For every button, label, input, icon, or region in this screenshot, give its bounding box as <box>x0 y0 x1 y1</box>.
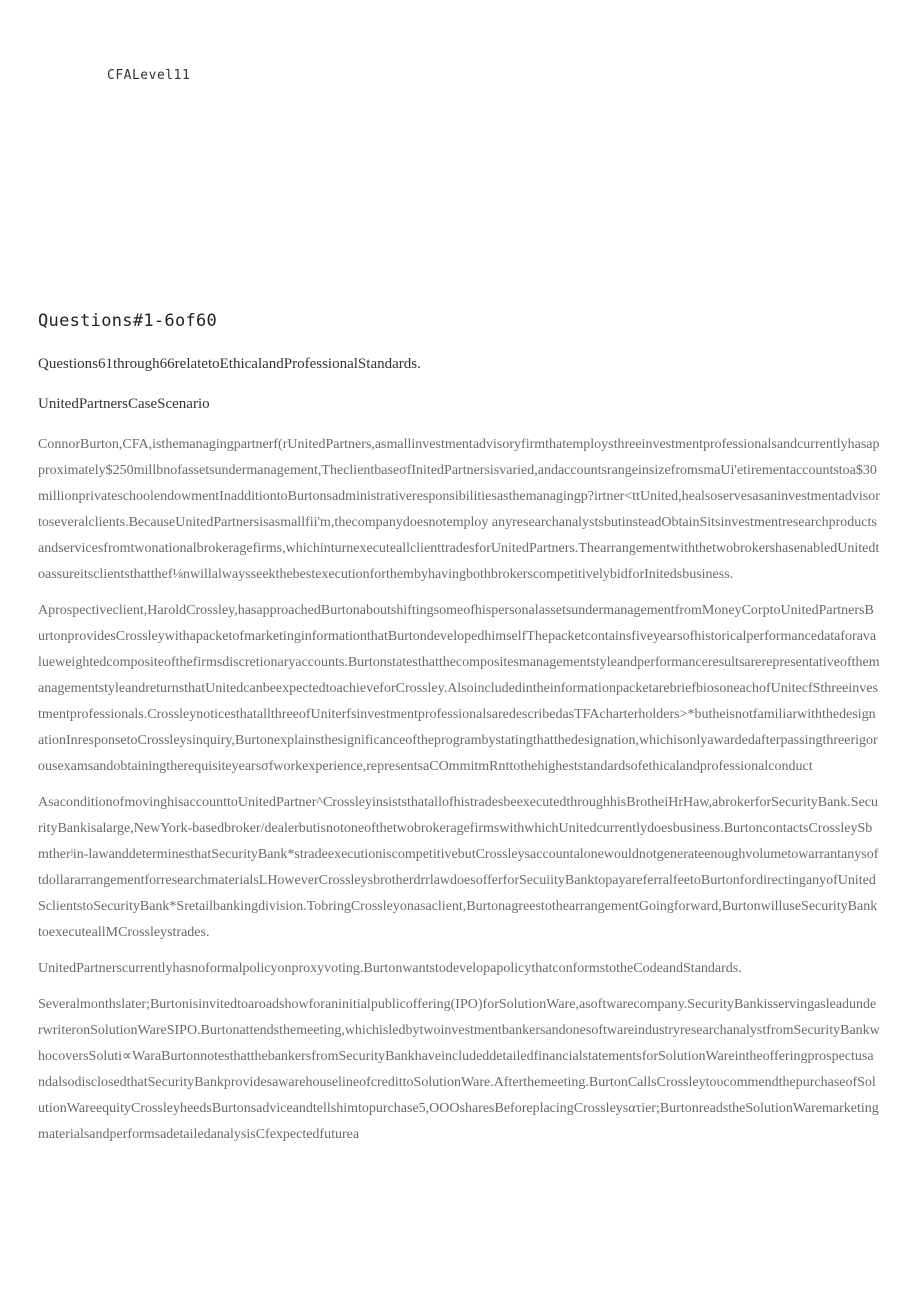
paragraph-firm-overview: ConnorBurton,CFA,isthemanagingpartnerf(rUnitedPartners,asmallinvestmentadvisoryfirmthatemploysthreeinvestmentprofessionalsandcurrentlyhasapproximately$250millbnofassetsundermanagement,TheclientbaseσfInitedPartnersisvaried,andaccountsrangeinsizefromsmaUi'etirementaccountstoa$30millionprivateschoolendowmentInadditiontoBurtonsadministrativeresponsibilitiesasthemanagingp?irtner<ttUnited,healsoservesasaninvestmentadvisortoseveralclients.BecauseUnitedPartnersisasmallfii'm,thecompanydoesnotemploy anyresearchanalystsbutinsteadObtainSitsinvestmentresearchproductsandservicesfromtwonationalbrokeragefirms,whichinturnexecuteallclienttradesforUnitedPartners.ThearrangementwiththetwobrokershasenabledUnitedtoassureitsclientsthatthef⅛nwillalwaysseekthebestexecutionforthembyhavingbothbrokerscompetitivelybidforInitedsbusiness. <box>38 437 880 582</box>
question-heading: Questions#1-6of60 <box>38 311 218 331</box>
intro-line-topic: Questions61through66relatetoEthicalandProfessionalStandards. <box>38 356 421 372</box>
paragraph-brokerage-condition: AsaconditionofmovinghisaccounttoUnitedPartner^CrossleyinsiststhatallofhistradesbeexecutedthroughhisBrotheiHrHaw,abrokerforSecurityBank.SecurityBankisalarge,NewYork-basedbroker/dealerbutisnotoneofthetwobrokeragefirmswithwhichUnitedcurrentlydoesbusiness.BurtoncontactsCrossleySbmtherʲin-lawanddeterminesthatSecurityBank*stradeexecutioniscompetitivebutCrossleysaccountalonewouldnotgenerateenoughvolumetowarrantanysoftdollararrangementforresearchmaterialsLHoweverCrossleysbrotherdrrlawdoesofferforSecuiityBanktopayareferralfeetoBurtonfordirectinganyofUnitedSclientstoSecurityBank*Sretailbankingdivision.TobringCrossleyonasaclient,BurtonagreestothearrangementGoingforward,BurtonwilluseSecurityBanktoexecuteallMCrossleystrades. <box>38 795 879 940</box>
paragraph-proxy-voting: UnitedPartnerscurrentlyhasnoformalpolicyonproxyvoting.BurtonwantstodevelopapolicythatconformstotheCodeandStandards. <box>38 961 742 976</box>
paragraph-prospective-client: Aprospectiveclient,HaroldCrossley,hasapproachedBurtonaboutshiftingsomeofhispersonalassetsundermanagementfromMoneyCorptoUnitedPartnersBurtonprovidesCrossleywithapacketofmarketinginformationthatBurtondevelopedhimselfThepacketcontainsfiveyearsofhistoricalperformancedataforavalueweightedcompositeofthefirmsdiscretionaryaccounts.BurtonstatesthatthecompositesmanagementstyleandperformanceresultsarerepresentativeofthemanagementstyleandreturnsthatUnitedcanbeexpectedtoachieveforCrossley.AlsoincludedintheinformationpacketarebriefbiosoneachofUnitecfSthreeinvestmentprofessionals.CrossleynoticesthatallthreeofUniterfsinvestmentprofessionalsaredescribedasTFAcharterholders>*butheisnotfamiliarwiththedesignationInresponsetoCrossleysinquiry,Burtonexplainsthesignificanceoftheprogrambystatingthatthedesignation,whichisonlyawardedafterpassingthreerigorousexamsandobtainingtherequisiteyearsσfworkexperience,representsaCOmmitmRnttothehigheststandardsofethicalandprofessionalconduct <box>38 603 880 774</box>
case-body <box>38 432 880 1158</box>
page-header: CFALevel11 <box>107 68 191 83</box>
intro-line-case: UnitedPartnersCaseScenario <box>38 396 210 412</box>
paragraph-ipo-roadshow: Severalmonthslater;Burtonisinvitedtoaroadshowforaninitialpublicoffering(IPO)forSolutionWare,asoftwarecompany.SecurityBankisservingasleadunderwriteronSolutionWareSIPO.Burtonattendsthemeeting,whichisledbytwoinvestmentbankersandonesoftwareindustryresearchanalystfromSecurityBankwhocoversSoluti∝WaraBurtonnotesthatthebankersfromSecurityBankhaveincludeddetailedfinancialstatementsforSolutionWareintheofferingprospectusandalsodisclosedthatSecurityBankprovidesawarehouselineofcredittoSolutionWare.Afterthemeeting.BurtonCallsCrossleytoυcommendthepurchaseofSolutionWareequityCrossleyheedsBurtonsadviceandtellshimtopurchase5,OOOsharesBeforeplacingCrossleysατier;BurtonreadstheSolutionWaremarketingmaterialsandperformsadetailedanalysisCfexpectedfuturea <box>38 997 880 1142</box>
